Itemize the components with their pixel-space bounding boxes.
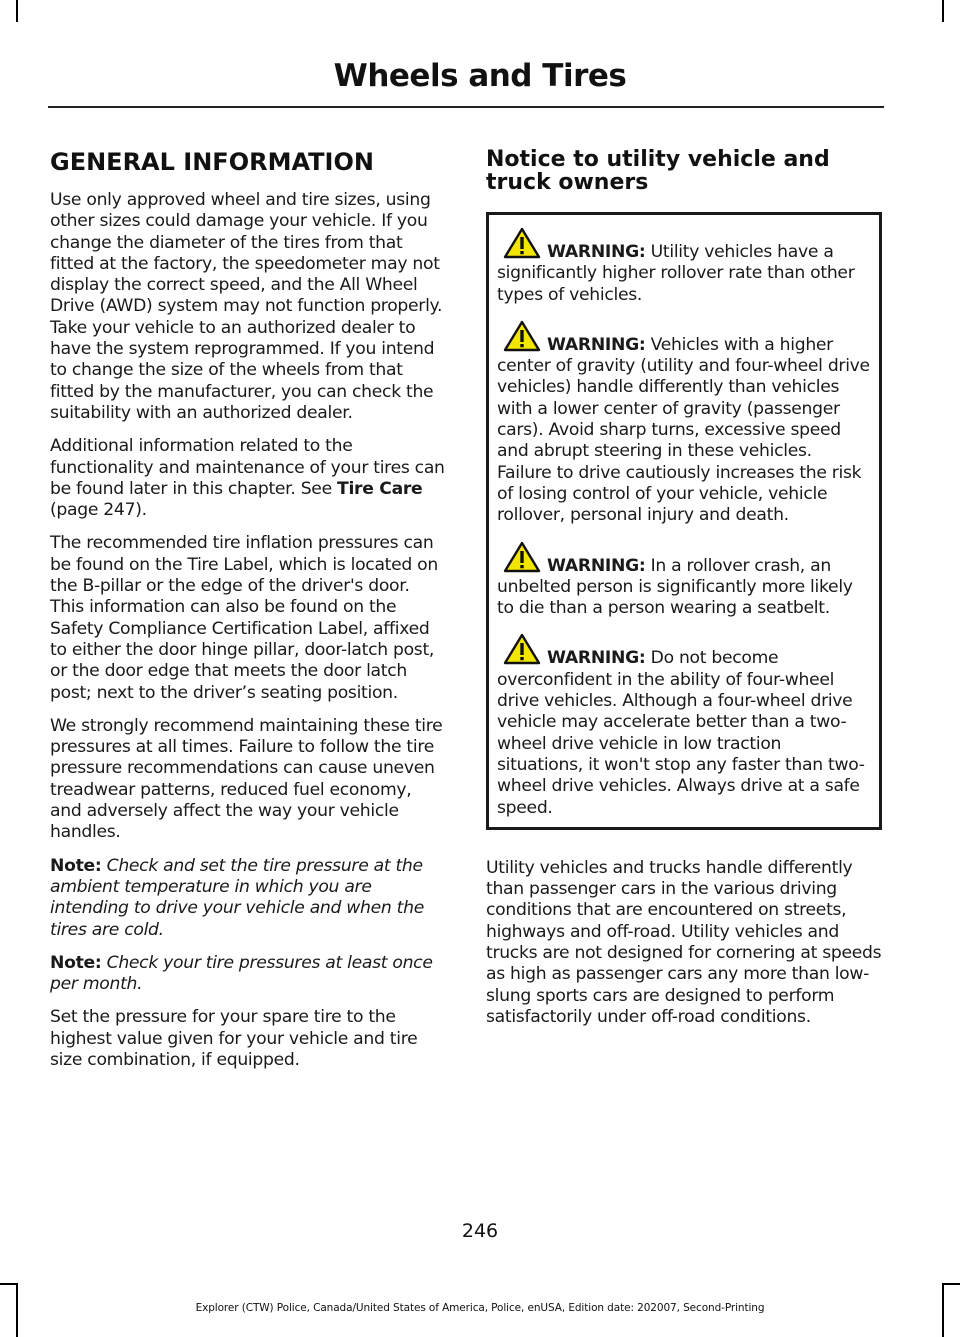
warning-triangle-icon (503, 541, 541, 573)
warning-text: Vehicles with a higher center of gravity (utility and four-wheel drive vehicles) handle differently than vehicles with a lower center of gravity (passenger cars). Avoid sharp turns, excessive speed and abrupt steering in these vehicles. Failure to drive cautiously increases the risk of losing control of your vehicle, vehicle rollover, personal injury and death. (497, 334, 870, 526)
warning-triangle-icon (503, 320, 541, 352)
note-text: Check your tire pressures at least once per month. (50, 952, 433, 995)
tire-care-link[interactable]: Tire Care (337, 478, 423, 499)
left-column (50, 148, 448, 1083)
crop-mark-top-right (942, 0, 944, 22)
paragraph-additional-info-text: Additional information related to the functionality and maintenance of your tires can be found later in this chapter. See (50, 436, 445, 499)
warning-rollover-rate (497, 227, 871, 306)
note-ambient-temperature (50, 856, 448, 941)
warning-triangle-icon (503, 227, 541, 259)
warning-label: WARNING: (547, 555, 646, 576)
warning-label: WARNING: (547, 334, 646, 355)
note-text: Check and set the tire pressure at the ambient temperature in which you are intending to drive your vehicle and when the tires are cold. (50, 855, 424, 940)
paragraph-utility-handling: Utility vehicles and trucks handle differently than passenger cars in the various driving conditions that are encountered on streets, highways and off-road. Utility vehicles and trucks are not designed for cornering at speeds as high as passenger cars any more than low-slung sports cars are designed to perform satisfactorily under off-road conditions. (486, 857, 882, 1027)
warning-box (486, 212, 882, 830)
paragraph-inflation-pressures: The recommended tire inflation pressures can be found on the Tire Label, which is located on the B-pillar or the edge of the driver's door. This information can also be found on the Safety Compliance Certification Label, affixed to either the door hinge pillar, door-latch post, or the door edge that meets the door latch post; next to the driver’s seating position. (50, 533, 438, 703)
warning-overconfidence (497, 633, 871, 818)
warning-triangle-icon (503, 633, 541, 665)
warning-label: WARNING: (547, 648, 646, 669)
footer-edition-info: Explorer (CTW) Police, Canada/United States of America, Police, enUSA, Edition date: 202007, Second-Printing (195, 1302, 765, 1314)
page-number: 246 (461, 1220, 499, 1242)
note-label: Note: (50, 855, 102, 876)
right-column (486, 148, 882, 1040)
section-heading-utility-notice: Notice to utility vehicle and truck owners (486, 147, 830, 195)
paragraph-additional-info (50, 436, 448, 521)
section-heading-general-information: GENERAL INFORMATION (50, 148, 374, 176)
warning-center-of-gravity (497, 320, 871, 527)
note-check-monthly (50, 953, 448, 996)
header-rule (48, 106, 884, 108)
warning-label: WARNING: (547, 242, 646, 262)
warning-text: Utility vehicles have a significantly higher rollover rate than other types of vehicles. (497, 242, 855, 305)
warning-rollover-crash (497, 541, 871, 620)
paragraph-spare-tire: Set the pressure for your spare tire to the highest value given for your vehicle and tire size combination, if equipped. (50, 1007, 418, 1070)
note-label: Note: (50, 952, 102, 973)
paragraph-approved-sizes: Use only approved wheel and tire sizes, using other sizes could damage your vehicle. If you change the diameter of the tires from that fitted at the factory, the speedometer may not display the correct speed, and the All Wheel Drive (AWD) system may not function properly. Take your vehicle to an authorized dealer to have the system reprogrammed. If you intend to change the size of the wheels from that fitted by the manufacturer, you can check the suitability with an authorized dealer. (50, 190, 443, 423)
warning-text: In a rollover crash, an unbelted person is significantly more likely to die than a person wearing a seatbelt. (497, 555, 853, 619)
crop-mark-bottom-right-h (942, 1283, 960, 1285)
page-header-title: Wheels and Tires (333, 58, 627, 94)
crop-mark-top-left (16, 0, 18, 22)
crop-mark-bottom-left-h (0, 1283, 18, 1285)
page-reference: (page 247). (50, 500, 147, 521)
paragraph-maintain-pressures: We strongly recommend maintaining these tire pressures at all times. Failure to follow the tire pressure recommendations can cause uneven treadwear patterns, reduced fuel economy, and adversely affect the way your vehicle handles. (50, 715, 443, 843)
warning-text: Do not become overconfident in the ability of four-wheel drive vehicles. Although a four-wheel drive vehicle may accelerate better than a two-wheel drive vehicle in low traction situations, it won't stop any faster than two-wheel drive vehicles. Always drive at a safe speed. (497, 648, 865, 818)
